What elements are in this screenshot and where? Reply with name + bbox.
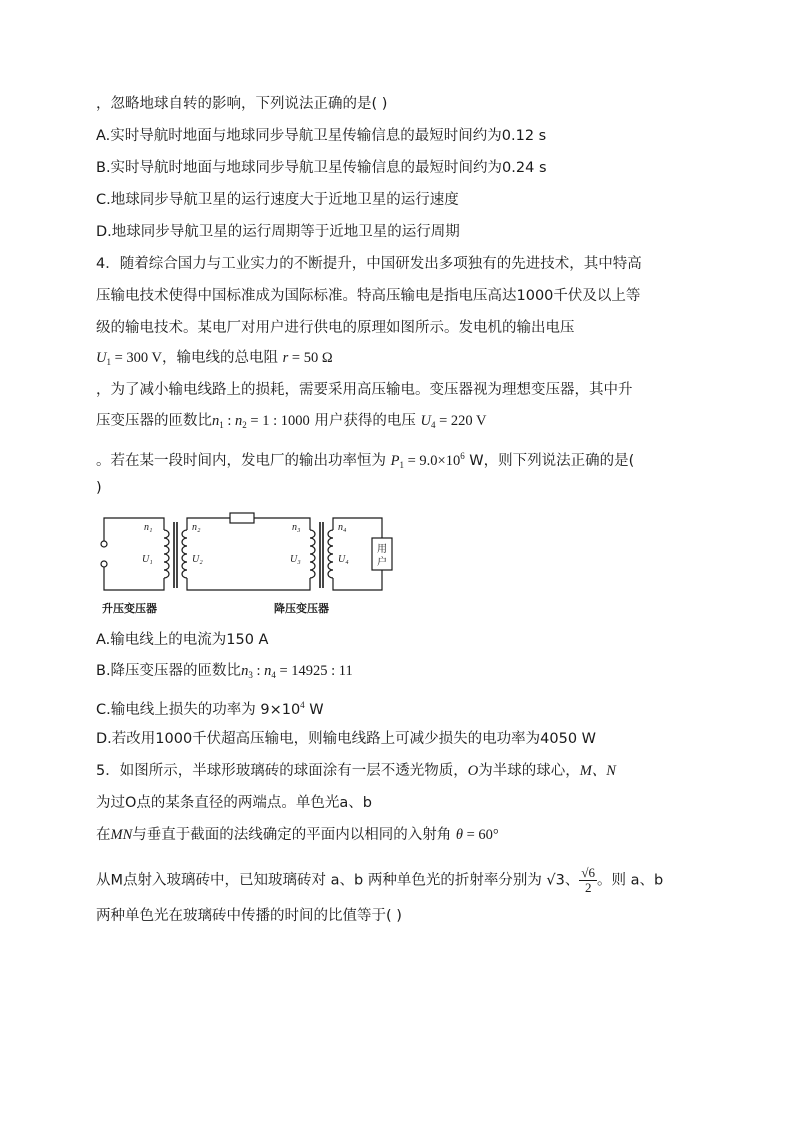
label-u1: U₁ (142, 554, 153, 565)
q4-stem-line-4: $U_1 = 300$ V，输电线的总电阻 r = 50 Ω (96, 350, 333, 367)
q4-stem-line-5: ，为了减小输电线路上的损耗，需要采用高压输电。变压器视为理想变压器，其中升 (96, 382, 633, 398)
fraction-sqrt6-over-2: $\frac{√6}{2}$ (581, 865, 596, 895)
line-resistor (230, 513, 254, 523)
coil-n2 (182, 530, 187, 578)
q4-stem-line-8: ) (96, 480, 102, 496)
coil-n1 (164, 530, 169, 578)
label-n1: n₁ (144, 522, 153, 533)
caption-step-up: 升压变压器 (102, 602, 157, 615)
q4-stem-line-1: 4．随着综合国力与工业实力的不断提升，中国研发出多项独有的先进技术，其中特高 (96, 256, 642, 272)
transformer-circuit-diagram (96, 508, 394, 620)
coil-n4 (328, 530, 333, 578)
terminal-top (101, 541, 107, 547)
user-label-line2: 户 (377, 557, 387, 568)
label-n4: n₄ (338, 522, 347, 533)
q4-option-a: A.输电线上的电流为150 A (96, 632, 269, 648)
label-n2: n₂ (192, 522, 201, 533)
label-u4: U₄ (338, 554, 349, 565)
user-label-line1: 用 (377, 544, 387, 555)
caption-step-down: 降压变压器 (274, 602, 329, 615)
q4-option-b: B.降压变压器的匝数比$n_3$ : $n_4 = 14925$ : 11 (96, 663, 353, 680)
label-u2: U₂ (192, 554, 203, 565)
q5-stem-line-1: 5．如图所示，半球形玻璃砖的球面涂有一层不透光物质，O为半球的球心，M、N (96, 763, 616, 779)
terminal-bottom (101, 561, 107, 567)
coil-n3 (310, 530, 315, 578)
q3-stem-tail: ，忽略地球自转的影响，下列说法正确的是( ) (96, 96, 388, 112)
q5-stem-line-4: 从M点射入玻璃砖中，已知玻璃砖对 a、b 两种单色光的折射率分别为 √3、 $\frac{√6}{2}$ 。则 a、b (96, 865, 664, 895)
q4-option-d: D.若改用1000千伏超高压输电，则输电线路上可减少损失的电功率为4050 W (96, 731, 597, 747)
q3-option-c: C.地球同步导航卫星的运行速度大于近地卫星的运行速度 (96, 192, 459, 208)
q3-option-b: B.实时导航时地面与地球同步导航卫星传输信息的最短时间约为0.24 s (96, 160, 547, 176)
q5-stem-line-5: 两种单色光在玻璃砖中传播的时间的比值等于( ) (96, 908, 402, 924)
label-u3: U₃ (290, 554, 301, 565)
q4-option-c: C.输电线上损失的功率为 $9\times 10^4$ W (96, 700, 324, 718)
q3-option-a: A.实时导航时地面与地球同步导航卫星传输信息的最短时间约为0.12 s (96, 128, 547, 144)
q5-stem-line-2: 为过O点的某条直径的两端点。单色光a、b (96, 795, 373, 811)
label-n3: n₃ (292, 522, 301, 533)
q4-stem-line-6: 压变压器的匝数比$n_1$ : $n_2 = 1$ : 1000 用户获得的电压 $U_4 = 220$ V (96, 413, 487, 430)
q5-stem-line-3: 在MN与垂直于截面的法线确定的平面内以相同的入射角 θ = 60° (96, 827, 499, 843)
q4-stem-line-7: 。若在某一段时间内，发电厂的输出功率恒为 $P_1 = 9.0\times 10^6$ W，则下列说法正确的是( (96, 451, 635, 470)
q4-stem-line-3: 级的输电技术。某电厂对用户进行供电的原理如图所示。发电机的输出电压 (96, 320, 575, 336)
q3-option-d: D.地球同步导航卫星的运行周期等于近地卫星的运行周期 (96, 224, 460, 240)
q4-stem-line-2: 压输电技术使得中国标准成为国际标准。特高压输电是指电压高达1000千伏及以上等 (96, 288, 641, 304)
